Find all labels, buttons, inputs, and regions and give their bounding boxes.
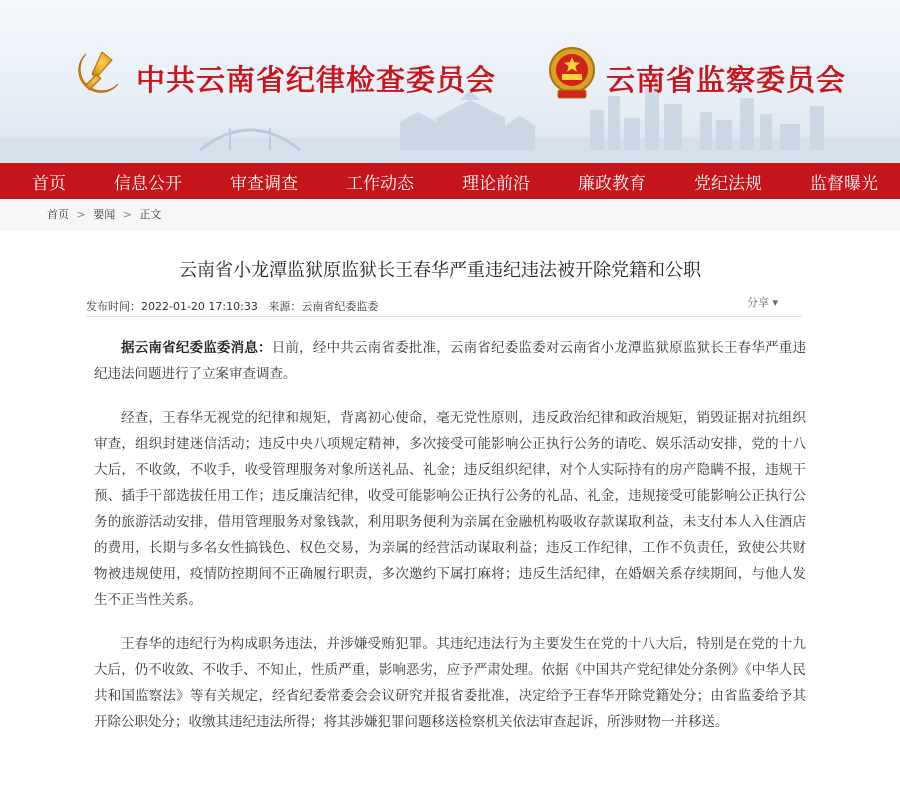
publish-label: 发布时间： — [86, 300, 141, 313]
nav-item-integrity-education[interactable]: 廉政教育 — [578, 173, 646, 194]
breadcrumb-home-link[interactable]: 首页 — [47, 208, 69, 221]
national-emblem-icon — [544, 44, 600, 102]
breadcrumb-separator: > — [122, 208, 132, 221]
paragraph-text: 日前，经中共云南省委批准，云南省纪委监委对云南省小龙潭监狱原监狱长王春华严重违纪违法问题进行了立案审查调查。 — [94, 340, 807, 382]
nav-item-exposure[interactable]: 监督曝光 — [810, 173, 878, 194]
nav-item-theory[interactable]: 理论前沿 — [462, 173, 530, 194]
nav-item-home[interactable]: 首页 — [32, 173, 66, 194]
nav-item-investigation[interactable]: 审查调查 — [230, 173, 298, 194]
breadcrumb-separator: > — [76, 208, 86, 221]
org-title-left: 中共云南省纪律检查委员会 — [136, 63, 497, 97]
org-title-right: 云南省监察委员会 — [606, 63, 847, 97]
breadcrumb-section-link[interactable]: 要闻 — [93, 208, 116, 221]
share-label: 分享 — [746, 296, 769, 309]
article-paragraph: 经查，王春华无视党的纪律和规矩，背离初心使命，毫无党性原则，违反政治纪律和政治规矩，销毁证据对抗组织审查，组织封建迷信活动；违反中央八项规定精神，多次接受可能影响公正执行公务的请吃、娱乐活动安排，党的十八大后，不收敛，不收手，收受管理服务对象所送礼品、礼金；违反组织纪律，对个人实际持有的房产隐瞒不报，违规干预、插手干部选拔任用工作；违反廉洁纪律，收受可能影响公正执行公务的礼品、礼金，违规接受可能影响公正执行公务的旅游活动安排，借用管理服务对象钱款，利用职务便利为亲属在金融机构吸收存款谋取利益，未支付本人入住酒店的费用，长期与多名女性搞钱色、权色交易，为亲属的经营活动谋取利益；违反工作纪律，工作不负责任，致使公共财物被违规使用，疫情防控期间不正确履行职责，多次邀约下属打麻将；违反生活纪律，在婚姻关系存续期间，与他人发生不正当性关系。 — [94, 410, 806, 608]
party-emblem-icon — [72, 44, 128, 100]
nav-item-work-news[interactable]: 工作动态 — [346, 173, 414, 194]
article — [86, 256, 807, 735]
caret-down-icon: ▾ — [768, 296, 778, 309]
header-banner — [0, 0, 900, 163]
source-label: 来源： — [268, 300, 302, 313]
article-paragraph — [94, 335, 806, 387]
nav-item-party-regulations[interactable]: 党纪法规 — [694, 173, 762, 194]
main-nav — [0, 163, 900, 199]
publish-time: 2022-01-20 17:10:33 — [141, 300, 258, 313]
nav-item-info-disclosure[interactable]: 信息公开 — [114, 173, 182, 194]
lead-source: 据云南省纪委监委消息： — [121, 340, 272, 356]
article-title: 云南省小龙潭监狱原监狱长王春华严重违纪违法被开除党籍和公职 — [179, 260, 701, 281]
source-value: 云南省纪委监委 — [301, 300, 379, 313]
article-body — [94, 335, 806, 735]
article-meta — [86, 298, 802, 317]
share-button[interactable] — [747, 294, 778, 312]
breadcrumb-current: 正文 — [139, 208, 162, 221]
breadcrumb — [0, 199, 900, 231]
article-paragraph: 王春华的违纪行为构成职务违法，并涉嫌受贿犯罪。其违纪违法行为主要发生在党的十八大后，特别是在党的十九大后，仍不收敛、不收手、不知止，性质严重，影响恶劣，应予严肃处理。依据《中国共产党纪律处分条例》《中华人民共和国监察法》等有关规定，经省纪委常委会会议研究并报省委批准，决定给予王春华开除党籍处分；由省监委给予其开除公职处分；收缴其违纪违法所得；将其涉嫌犯罪问题移送检察机关依法审查起诉，所涉财物一并移送。 — [94, 636, 806, 730]
